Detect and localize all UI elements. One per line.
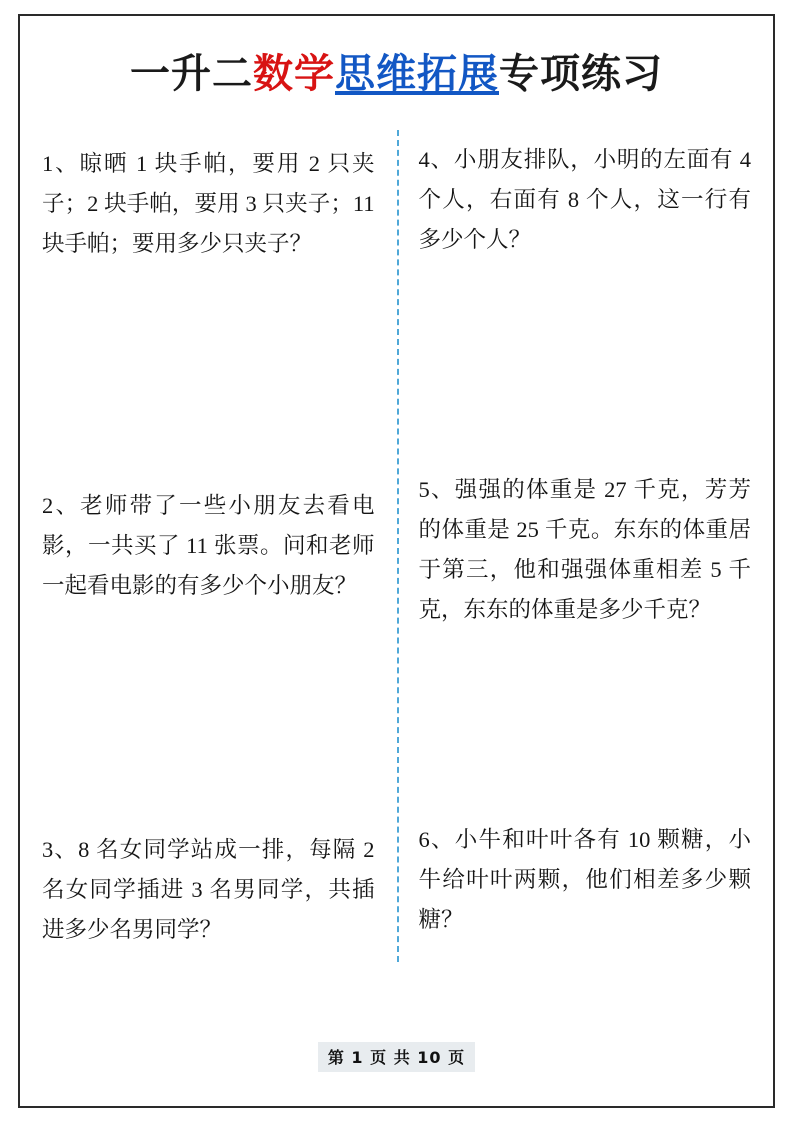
question-item: 5、强强的体重是 27 千克，芳芳的体重是 25 千克。东东的体重居于第三，他和强强体重相差 5 千克，东东的体重是多少千克？ — [418, 477, 751, 623]
title-segment-4: 专项练习 — [499, 51, 663, 97]
page-number-label: 第 1 页 共 10 页 — [318, 1042, 475, 1072]
question-item: 4、小朋友排队，小明的左面有 4 个人，右面有 8 个人，这一行有多少个人？ — [418, 147, 751, 253]
title-segment-3: 思维拓展 — [335, 51, 499, 97]
page-content — [42, 34, 751, 1088]
worksheet-page — [18, 14, 775, 1108]
right-column — [397, 130, 752, 1032]
page-title — [42, 52, 751, 96]
question-item: 2、老师带了一些小朋友去看电影，一共买了 11 张票。问和老师一起看电影的有多少个小朋友？ — [42, 493, 375, 599]
title-segment-2: 数学 — [253, 51, 335, 97]
question-item: 1、晾晒 1 块手帕，要用 2 只夹子；2 块手帕，要用 3 只夹子；11 块手帕；要用多少只夹子？ — [42, 151, 375, 257]
question-item: 6、小牛和叶叶各有 10 颗糖，小牛给叶叶两颗，他们相差多少颗糖？ — [418, 827, 751, 933]
question-item: 3、8 名女同学站成一排，每隔 2 名女同学插进 3 名男同学，共插进多少名男同学？ — [42, 837, 375, 943]
questions-area — [42, 130, 751, 1032]
left-column — [42, 130, 397, 1032]
page-footer — [42, 1042, 751, 1072]
title-segment-1: 一升二 — [130, 51, 253, 97]
